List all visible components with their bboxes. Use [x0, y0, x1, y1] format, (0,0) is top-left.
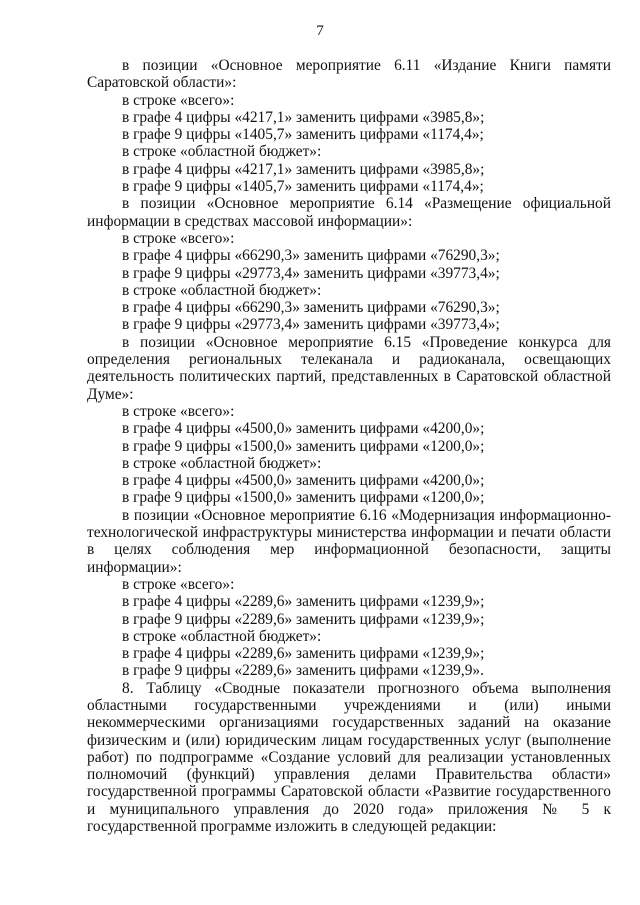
- line-col4-change: в графе 4 цифры «66290,3» заменить цифрами «76290,3»;: [122, 299, 500, 317]
- paragraph-item-6-11: в позиции «Основное мероприятие 6.11 «Издание Книги памяти Саратовской области»:: [87, 57, 611, 92]
- line-col4-change: в графе 4 цифры «2289,6» заменить цифрами «1239,9»;: [122, 645, 485, 663]
- line-col4-change: в графе 4 цифры «4500,0» заменить цифрами «4200,0»;: [122, 472, 485, 490]
- document-body: [87, 57, 611, 835]
- paragraph-item-6-14: в позиции «Основное мероприятие 6.14 «Размещение официальной информации в средствах массовой информации»:: [87, 195, 611, 230]
- line-col4-change: в графе 4 цифры «4500,0» заменить цифрами «4200,0»;: [122, 420, 485, 438]
- line-row-total: в строке «всего»:: [122, 402, 235, 420]
- line-col4-change: в графе 4 цифры «66290,3» заменить цифрами «76290,3»;: [122, 247, 500, 265]
- line-col9-change: в графе 9 цифры «1500,0» заменить цифрами «1200,0»;: [122, 437, 485, 455]
- line-col4-change: в графе 4 цифры «4217,1» заменить цифрами «3985,8»;: [122, 160, 485, 178]
- line-col9-change: в графе 9 цифры «1405,7» заменить цифрами «1174,4»;: [122, 178, 484, 196]
- page-number: 7: [316, 23, 324, 39]
- paragraph-section-8: 8. Таблицу «Сводные показатели прогнозного объема выполнения областными государственными учреждениями и (или) иными некоммерческими организациями государственных заданий на оказание физическим и (или) юридическим лицам государственных услуг (выполнение работ) по подпрограмме «Создание условий для реализации установленных полномочий (функций) управления делами Правительства области» государственной программы Саратовской области «Развитие государственного и муниципального управления до 2020 года» приложения № 5 к государственной программе изложить в следующей редакции:: [87, 679, 611, 836]
- line-col9-change: в графе 9 цифры «2289,6» заменить цифрами «1239,9»;: [122, 610, 485, 628]
- line-col4-change: в графе 4 цифры «4217,1» заменить цифрами «3985,8»;: [122, 108, 485, 126]
- line-col9-change: в графе 9 цифры «29773,4» заменить цифрами «39773,4»;: [122, 316, 500, 334]
- line-col9-change: в графе 9 цифры «2289,6» заменить цифрами «1239,9».: [122, 662, 484, 680]
- line-row-total: в строке «всего»:: [122, 91, 235, 109]
- line-row-total: в строке «всего»:: [122, 575, 235, 593]
- paragraph-item-6-15: в позиции «Основное мероприятие 6.15 «Проведение конкурса для определения региональных телеканала и радиоканала, освещающих деятельность политических партий, представленных в Саратовской областной Думе»:: [87, 333, 611, 403]
- paragraph-item-6-16: в позиции «Основное мероприятие 6.16 «Модернизация информационно-технологической инфраструктуры министерства информации и печати области в целях соблюдения мер информационной безопасности, защиты информации»:: [87, 506, 611, 576]
- line-row-total: в строке «всего»:: [122, 229, 235, 247]
- line-col4-change: в графе 4 цифры «2289,6» заменить цифрами «1239,9»;: [122, 593, 485, 611]
- line-col9-change: в графе 9 цифры «1500,0» заменить цифрами «1200,0»;: [122, 489, 485, 507]
- line-row-regional-budget: в строке «областной бюджет»:: [122, 627, 322, 645]
- line-col9-change: в графе 9 цифры «29773,4» заменить цифрами «39773,4»;: [122, 264, 500, 282]
- line-row-regional-budget: в строке «областной бюджет»:: [122, 454, 322, 472]
- line-row-regional-budget: в строке «областной бюджет»:: [122, 281, 322, 299]
- line-row-regional-budget: в строке «областной бюджет»:: [122, 143, 322, 161]
- line-col9-change: в графе 9 цифры «1405,7» заменить цифрами «1174,4»;: [122, 126, 484, 144]
